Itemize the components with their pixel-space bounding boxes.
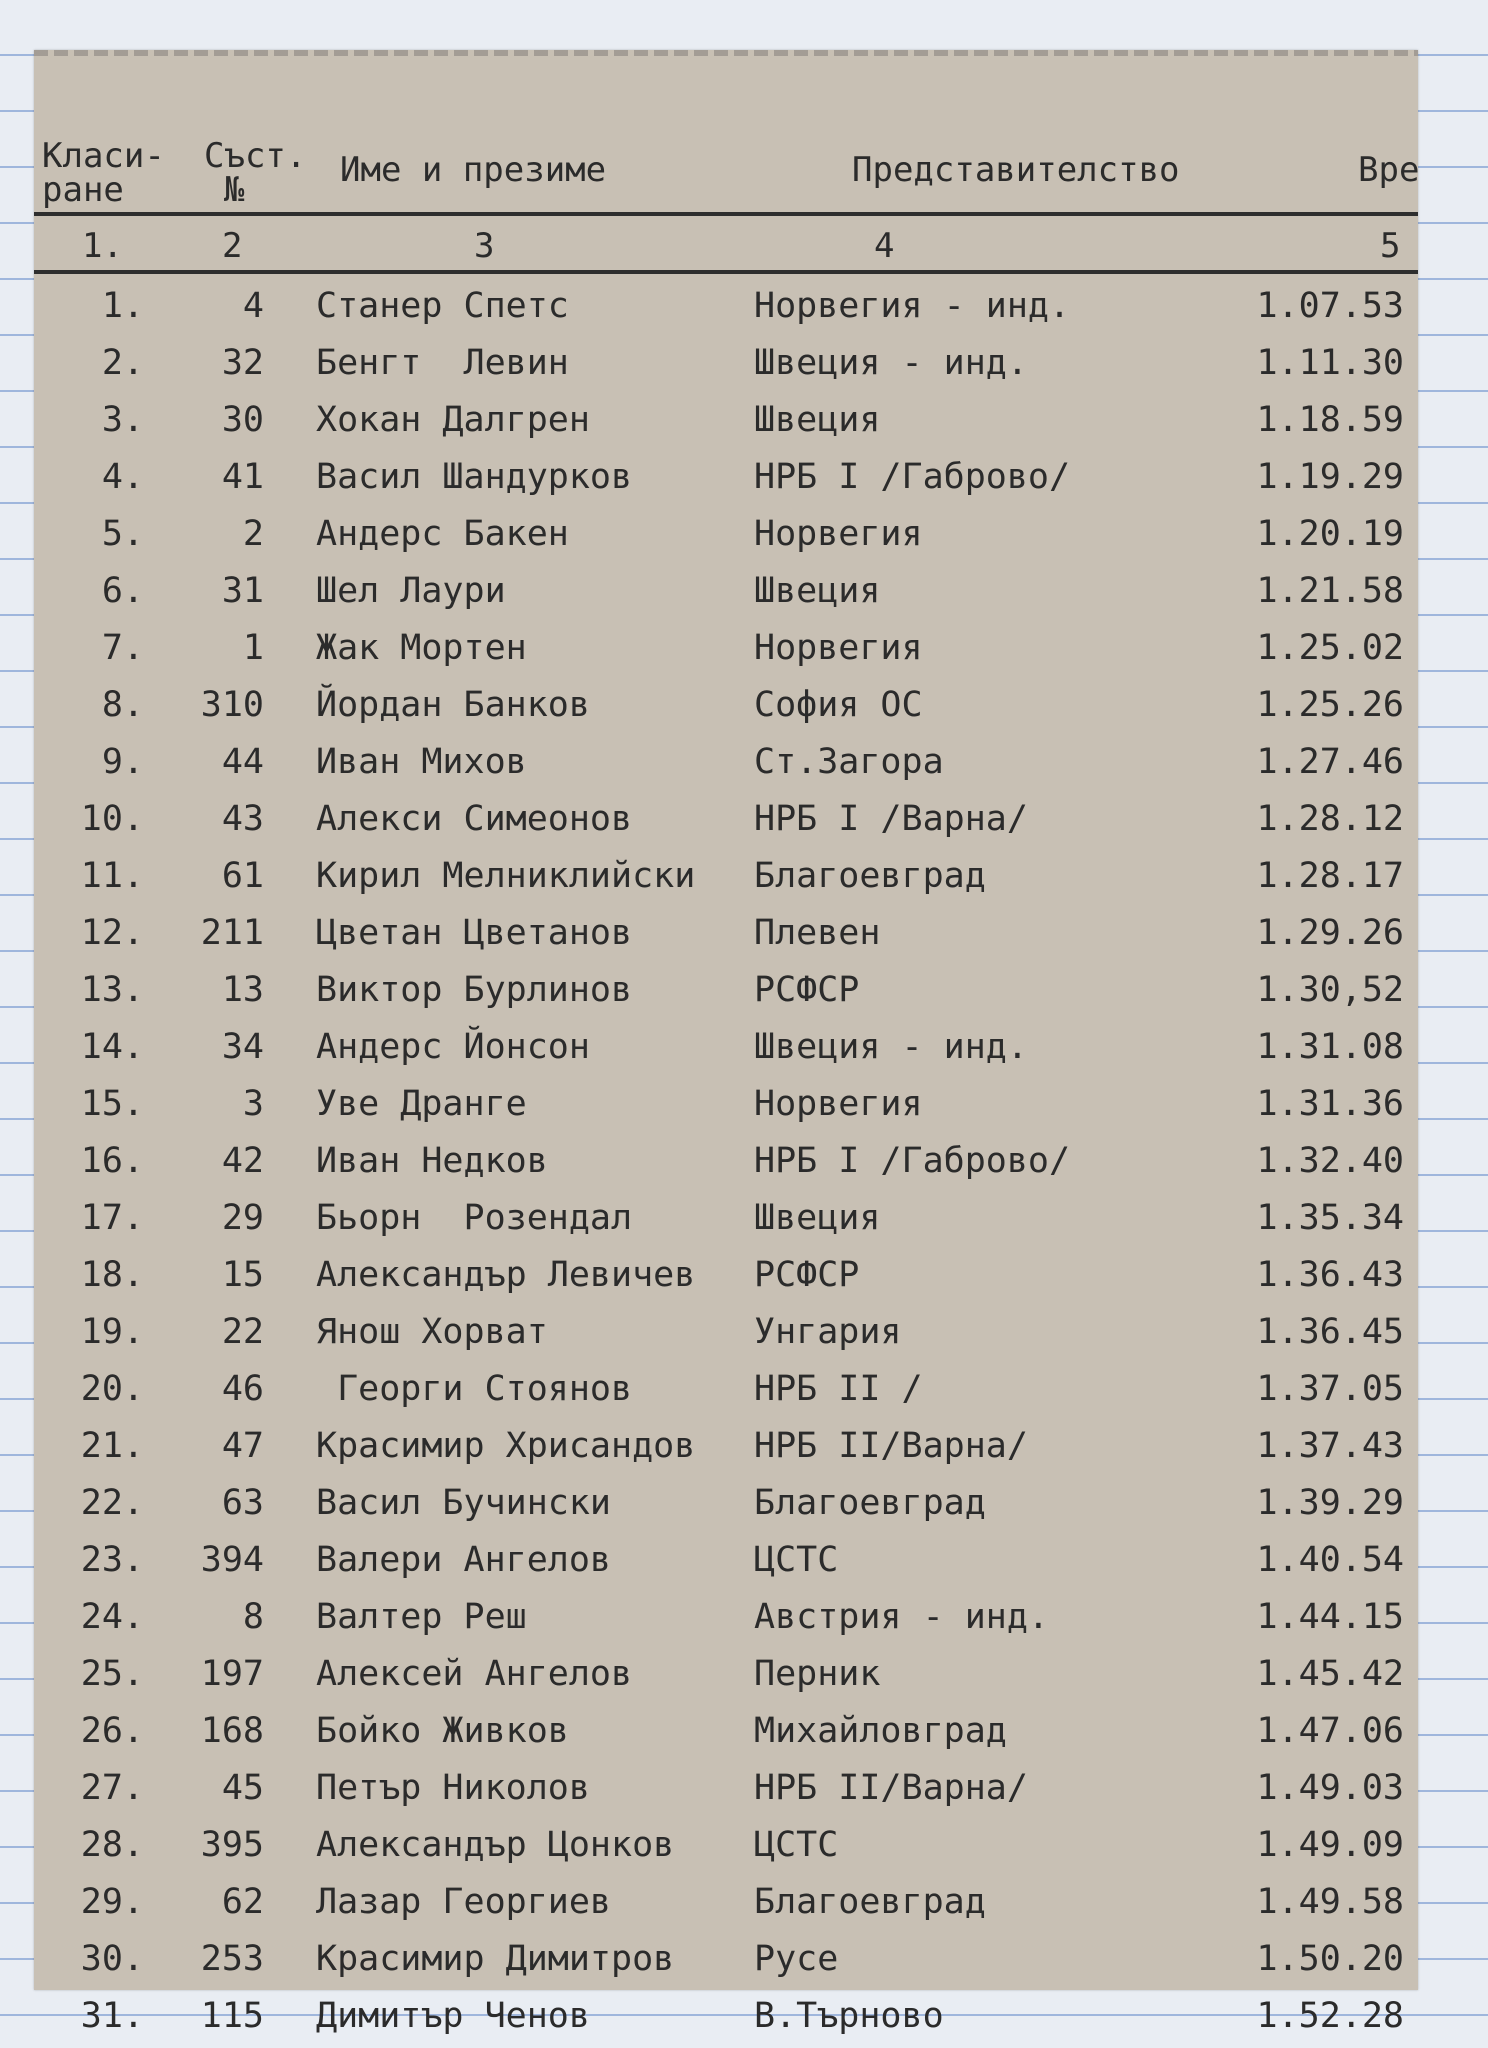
table-row: [34, 1817, 1418, 1874]
time: 1.37.43: [1256, 1426, 1404, 1466]
representation: Швеция: [754, 571, 881, 611]
athlete-name: Петър Николов: [316, 1768, 590, 1808]
representation: Швеция - инд.: [754, 1027, 1028, 1067]
athlete-name: Андерс Бакен: [316, 514, 569, 554]
start-number: 395: [200, 1825, 264, 1865]
header-classification: Класи-: [42, 136, 165, 176]
representation: НРБ I /Габрово/: [754, 1141, 1071, 1181]
table-row: [34, 278, 1418, 335]
placing: 4.: [101, 457, 144, 497]
time: 1.36.45: [1256, 1312, 1404, 1352]
athlete-name: Александър Цонков: [316, 1825, 675, 1865]
representation: Благоевград: [754, 856, 986, 896]
table-row: [34, 1418, 1418, 1475]
representation: Михайловград: [754, 1711, 1007, 1751]
athlete-name: Станер Спетс: [316, 286, 569, 326]
column-number-3: 3: [474, 226, 495, 266]
placing: 9.: [101, 742, 144, 782]
time: 1.20.19: [1256, 514, 1404, 554]
time: 1.18.59: [1256, 400, 1404, 440]
placing: 7.: [101, 628, 144, 668]
results-sheet: [34, 50, 1420, 2036]
placing: 3.: [101, 400, 144, 440]
placing: 1.: [101, 286, 144, 326]
athlete-name: Бьорн Розендал: [316, 1198, 633, 1238]
representation: Швеция: [754, 400, 881, 440]
time: 1.39.29: [1256, 1483, 1404, 1523]
athlete-name: Алекси Симеонов: [316, 799, 633, 839]
placing: 17.: [80, 1198, 144, 1238]
time: 1.49.09: [1256, 1825, 1404, 1865]
start-number: 1: [242, 628, 264, 668]
start-number: 63: [221, 1483, 264, 1523]
placing: 21.: [80, 1426, 144, 1466]
time: 1.52.28: [1256, 1996, 1404, 2036]
start-number: 41: [221, 457, 264, 497]
start-number: 62: [221, 1882, 264, 1922]
placing: 16.: [80, 1141, 144, 1181]
representation: Норвегия: [754, 514, 923, 554]
table-row: [34, 1874, 1418, 1931]
time: 1.29.26: [1256, 913, 1404, 953]
table-row: [34, 1247, 1418, 1304]
header-time: Вре: [1358, 150, 1420, 190]
start-number: 44: [221, 742, 264, 782]
time: 1.30,52: [1256, 970, 1404, 1010]
start-number: 394: [200, 1540, 264, 1580]
start-number: 34: [221, 1027, 264, 1067]
time: 1.49.03: [1256, 1768, 1404, 1808]
athlete-name: Андерс Йонсон: [316, 1027, 590, 1067]
time: 1.25.02: [1256, 628, 1404, 668]
start-number: 168: [200, 1711, 264, 1751]
time: 1.50.20: [1256, 1939, 1404, 1979]
table-row: [34, 1703, 1418, 1760]
start-number: 45: [221, 1768, 264, 1808]
header-classification-line2: ране: [42, 170, 124, 210]
table-row: [34, 677, 1418, 734]
placing: 14.: [80, 1027, 144, 1067]
placing: 24.: [80, 1597, 144, 1637]
column-number-5: 5: [1380, 226, 1401, 266]
placing: 19.: [80, 1312, 144, 1352]
athlete-name: Иван Михов: [316, 742, 527, 782]
athlete-name: Лазар Георгиев: [316, 1882, 612, 1922]
time: 1.07.53: [1256, 286, 1404, 326]
athlete-name: Бенгт Левин: [316, 343, 569, 383]
representation: В.Търново: [754, 1996, 944, 2036]
start-number: 43: [221, 799, 264, 839]
representation: Норвегия - инд.: [754, 286, 1071, 326]
athlete-name: Георги Стоянов: [316, 1369, 633, 1409]
time: 1.28.17: [1256, 856, 1404, 896]
column-number-2: 2: [222, 226, 243, 266]
table-row: [34, 1361, 1418, 1418]
athlete-name: Валери Ангелов: [316, 1540, 612, 1580]
athlete-name: Иван Недков: [316, 1141, 548, 1181]
representation: НРБ I /Варна/: [754, 799, 1028, 839]
start-number: 31: [221, 571, 264, 611]
placing: 29.: [80, 1882, 144, 1922]
table-row: [34, 1760, 1418, 1817]
time: 1.44.15: [1256, 1597, 1404, 1637]
representation: Австрия - инд.: [754, 1597, 1050, 1637]
time: 1.45.42: [1256, 1654, 1404, 1694]
time: 1.31.36: [1256, 1084, 1404, 1124]
start-number: 47: [221, 1426, 264, 1466]
placing: 15.: [80, 1084, 144, 1124]
placing: 20.: [80, 1369, 144, 1409]
representation: София ОС: [754, 685, 923, 725]
table-row: [34, 1988, 1418, 2045]
representation: Ст.Загора: [754, 742, 944, 782]
placing: 5.: [101, 514, 144, 554]
start-number: 4: [242, 286, 264, 326]
placing: 11.: [80, 856, 144, 896]
representation: Норвегия: [754, 628, 923, 668]
athlete-name: Янош Хорват: [316, 1312, 548, 1352]
athlete-name: Шел Лаури: [316, 571, 506, 611]
representation: Плевен: [754, 913, 881, 953]
athlete-name: Бойко Живков: [316, 1711, 569, 1751]
time: 1.19.29: [1256, 457, 1404, 497]
table-row: [34, 506, 1418, 563]
table-row: [34, 335, 1418, 392]
header-start-number: Съст.: [204, 136, 307, 176]
time: 1.37.05: [1256, 1369, 1404, 1409]
time: 1.25.26: [1256, 685, 1404, 725]
representation: Швеция - инд.: [754, 343, 1028, 383]
table-row: [34, 563, 1418, 620]
athlete-name: Красимир Хрисандов: [316, 1426, 696, 1466]
column-number-1: 1.: [82, 226, 123, 266]
athlete-name: Александър Левичев: [316, 1255, 696, 1295]
representation: Благоевград: [754, 1483, 986, 1523]
athlete-name: Красимир Димитров: [316, 1939, 675, 1979]
placing: 22.: [80, 1483, 144, 1523]
time: 1.35.34: [1256, 1198, 1404, 1238]
time: 1.31.08: [1256, 1027, 1404, 1067]
header-representation: Представителство: [852, 150, 1180, 190]
placing: 31.: [80, 1996, 144, 2036]
placing: 12.: [80, 913, 144, 953]
placing: 28.: [80, 1825, 144, 1865]
table-row: [34, 620, 1418, 677]
start-number: 197: [200, 1654, 264, 1694]
table-row: [34, 1304, 1418, 1361]
start-number: 115: [200, 1996, 264, 2036]
header-rule-top: [34, 212, 1418, 216]
representation: Благоевград: [754, 1882, 986, 1922]
athlete-name: Цветан Цветанов: [316, 913, 633, 953]
time: 1.49.58: [1256, 1882, 1404, 1922]
time: 1.32.40: [1256, 1141, 1404, 1181]
results-table-body: [34, 278, 1418, 2045]
representation: Перник: [754, 1654, 881, 1694]
start-number: 46: [221, 1369, 264, 1409]
table-row: [34, 449, 1418, 506]
time: 1.11.30: [1256, 343, 1404, 383]
table-header: [34, 80, 1418, 250]
representation: ЦСТС: [754, 1540, 839, 1580]
table-row: [34, 1589, 1418, 1646]
athlete-name: Кирил Мелникл͏ийски: [316, 856, 696, 896]
time: 1.47.06: [1256, 1711, 1404, 1751]
representation: РСФСР: [754, 970, 860, 1010]
placing: 8.: [101, 685, 144, 725]
athlete-name: Виктор Бурлинов: [316, 970, 633, 1010]
placing: 30.: [80, 1939, 144, 1979]
header-name: Име и презиме: [340, 150, 607, 190]
athlete-name: Васил Шандурков: [316, 457, 633, 497]
athlete-name: Йордан Банков: [316, 685, 590, 725]
time: 1.21.58: [1256, 571, 1404, 611]
table-row: [34, 1532, 1418, 1589]
table-row: [34, 1931, 1418, 1988]
representation: НРБ II /: [754, 1369, 923, 1409]
representation: НРБ I /Габрово/: [754, 457, 1071, 497]
athlete-name: Димитър Ченов: [316, 1996, 590, 2036]
table-row: [34, 392, 1418, 449]
start-number: 310: [200, 685, 264, 725]
time: 1.40.54: [1256, 1540, 1404, 1580]
table-row: [34, 1133, 1418, 1190]
representation: Швеция: [754, 1198, 881, 1238]
start-number: 253: [200, 1939, 264, 1979]
table-row: [34, 1190, 1418, 1247]
representation: РСФСР: [754, 1255, 860, 1295]
start-number: 29: [221, 1198, 264, 1238]
start-number: 30: [221, 400, 264, 440]
start-number: 42: [221, 1141, 264, 1181]
placing: 23.: [80, 1540, 144, 1580]
start-number: 61: [221, 856, 264, 896]
placing: 26.: [80, 1711, 144, 1751]
header-number-sign: №: [224, 170, 245, 210]
placing: 25.: [80, 1654, 144, 1694]
placing: 6.: [101, 571, 144, 611]
athlete-name: Жак Мортен: [316, 628, 527, 668]
start-number: 15: [221, 1255, 264, 1295]
representation: Унгария: [754, 1312, 902, 1352]
representation: Русе: [754, 1939, 839, 1979]
representation: НРБ II/Варна/: [754, 1426, 1028, 1466]
placing: 13.: [80, 970, 144, 1010]
athlete-name: Хокан Далгрен: [316, 400, 590, 440]
start-number: 22: [221, 1312, 264, 1352]
start-number: 2: [242, 514, 264, 554]
time: 1.27.46: [1256, 742, 1404, 782]
representation: НРБ II/Варна/: [754, 1768, 1028, 1808]
start-number: 211: [200, 913, 264, 953]
placing: 2.: [101, 343, 144, 383]
table-row: [34, 962, 1418, 1019]
table-row: [34, 848, 1418, 905]
header-rule-bottom: [34, 270, 1418, 274]
table-row: [34, 1076, 1418, 1133]
start-number: 32: [221, 343, 264, 383]
table-row: [34, 1475, 1418, 1532]
placing: 27.: [80, 1768, 144, 1808]
table-row: [34, 791, 1418, 848]
column-number-4: 4: [874, 226, 895, 266]
time: 1.28.12: [1256, 799, 1404, 839]
table-row: [34, 1019, 1418, 1076]
column-numbers: [34, 226, 1418, 266]
start-number: 3: [242, 1084, 264, 1124]
placing: 10.: [80, 799, 144, 839]
representation: ЦСТС: [754, 1825, 839, 1865]
athlete-name: Валтер Реш: [316, 1597, 527, 1637]
table-row: [34, 734, 1418, 791]
athlete-name: Алексей Ангелов: [316, 1654, 633, 1694]
time: 1.36.43: [1256, 1255, 1404, 1295]
athlete-name: Васил Бучински: [316, 1483, 612, 1523]
table-row: [34, 1646, 1418, 1703]
table-row: [34, 905, 1418, 962]
athlete-name: Уве Дранге: [316, 1084, 527, 1124]
placing: 18.: [80, 1255, 144, 1295]
representation: Норвегия: [754, 1084, 923, 1124]
start-number: 13: [221, 970, 264, 1010]
start-number: 8: [242, 1597, 264, 1637]
